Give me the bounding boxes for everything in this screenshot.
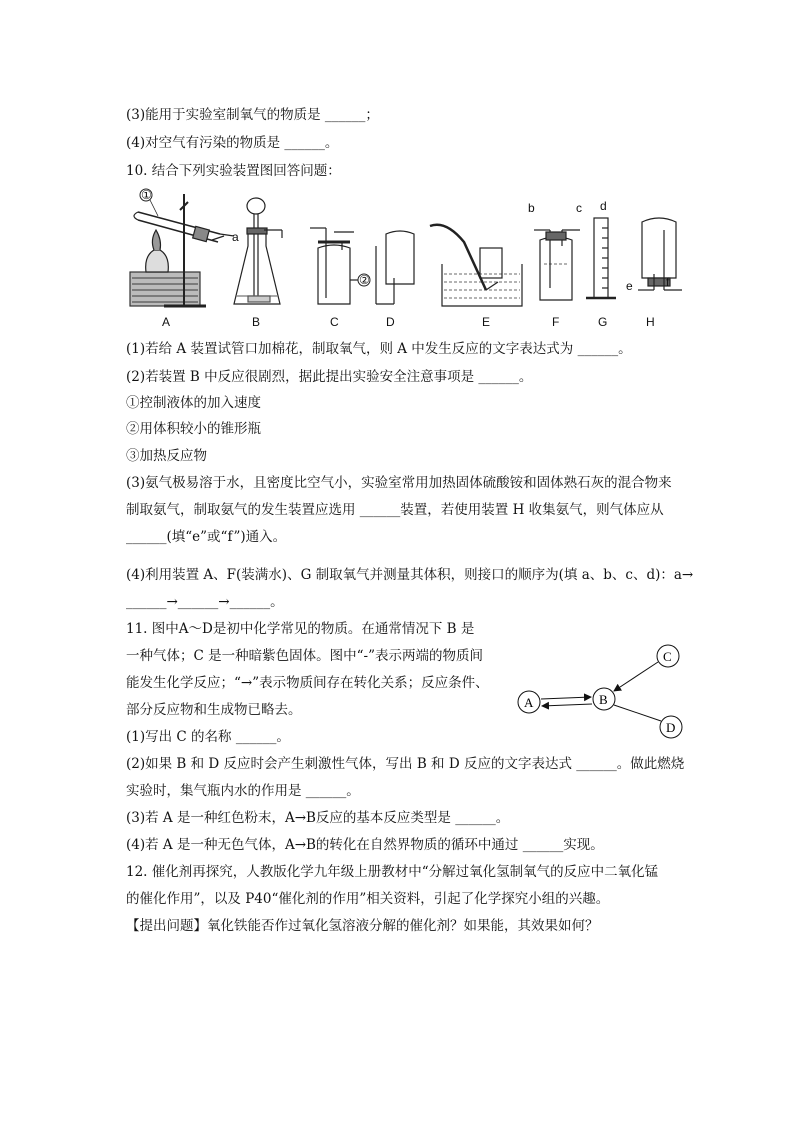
q9-item-4: (4)对空气有污染的物质是 ______。 bbox=[126, 135, 339, 151]
q10-part2: (2)若装置 B 中反应很剧烈，据此提出实验安全注意事项是 ______。 bbox=[126, 369, 533, 385]
node-d-label: D bbox=[666, 720, 676, 735]
q10-part4-line2: ______→______→______。 bbox=[126, 594, 284, 610]
node-c-label: C bbox=[663, 649, 672, 664]
mark-c: c bbox=[576, 201, 582, 215]
label-c: C bbox=[330, 315, 339, 329]
arrow-b-to-a bbox=[542, 704, 592, 706]
q10-part4-line1: (4)利用装置 A、F(装满水)、G 制取氧气并测量其体积，则接口的顺序为(填 a、b、c、d)：a→ bbox=[126, 567, 694, 583]
arrow-a-to-b bbox=[541, 697, 591, 699]
q11-part2-line2: 实验时，集气瓶内水的作用是 ______。 bbox=[126, 783, 360, 799]
q11-stem-line2: 一种气体；C 是一种暗紫色固体。图中“-”表示两端的物质间 bbox=[126, 648, 483, 664]
q12-line1: 12. 催化剂再探究，人教版化学九年级上册教材中“分解过氧化氢制氧气的反应中二氧化锰 bbox=[126, 864, 659, 880]
apparatus-e bbox=[430, 225, 522, 306]
q11-part3: (3)若 A 是一种红色粉末，A→B反应的基本反应类型是 ______。 bbox=[126, 810, 510, 826]
apparatus-f bbox=[528, 201, 582, 300]
q10-option2: ②用体积较小的锥形瓶 bbox=[126, 421, 261, 437]
label-f: F bbox=[552, 315, 560, 329]
apparatus-a bbox=[130, 188, 239, 306]
apparatus-h bbox=[626, 218, 682, 293]
q12-line3: 【提出问题】氧化铁能否作过氧化氢溶液分解的催化剂？如果能，其效果如何？ bbox=[126, 918, 599, 934]
q10-title: 10. 结合下列实验装置图回答问题： bbox=[126, 163, 341, 179]
mark-f: f bbox=[666, 275, 670, 289]
q9-item-3: (3)能用于实验室制氧气的物质是 ______； bbox=[126, 107, 379, 123]
node-a-label: A bbox=[524, 695, 534, 710]
mark-a: a bbox=[232, 230, 239, 244]
mark-circle1: ① bbox=[141, 188, 152, 202]
label-h: H bbox=[646, 315, 655, 329]
apparatus-d bbox=[376, 231, 414, 304]
apparatus-b bbox=[234, 198, 282, 304]
apparatus-c bbox=[310, 228, 370, 304]
mark-b: b bbox=[528, 201, 535, 215]
q11-part4: (4)若 A 是一种无色气体，A→B的转化在自然界物质的循环中通过 ______实现。 bbox=[126, 837, 604, 853]
label-a: A bbox=[162, 315, 171, 329]
q10-part3-line1: (3)氨气极易溶于水，且密度比空气小，实验室常用加热固体硫酸铵和固体熟石灰的混合物来 bbox=[126, 475, 672, 491]
label-g: G bbox=[598, 315, 608, 329]
q11-stem-line4: 部分反应物和生成物已略去。 bbox=[126, 702, 302, 718]
q10-part3-line3: ______(填“e”或“f”)通入。 bbox=[126, 529, 287, 545]
link-b-d bbox=[614, 705, 661, 721]
mark-e: e bbox=[626, 279, 633, 293]
apparatus-g bbox=[586, 199, 616, 298]
q11-part2-line1: (2)如果 B 和 D 反应时会产生刺激性气体，写出 B 和 D 反应的文字表达式 ______。做此燃烧 bbox=[126, 756, 685, 772]
mark-d: d bbox=[600, 199, 607, 213]
q10-part1: (1)若给 A 装置试管口加棉花，制取氧气，则 A 中发生反应的文字表达式为 ______。 bbox=[126, 341, 632, 357]
relation-diagram bbox=[510, 640, 690, 740]
node-b-label: B bbox=[599, 692, 608, 707]
q11-part1: (1)写出 C 的名称 ______。 bbox=[126, 729, 290, 745]
q10-option1: ①控制液体的加入速度 bbox=[126, 395, 261, 411]
label-d: D bbox=[386, 315, 395, 329]
label-e: E bbox=[482, 315, 491, 329]
apparatus-figure bbox=[124, 186, 694, 334]
mark-circle2: ② bbox=[359, 273, 370, 287]
arrow-c-to-b bbox=[614, 662, 658, 691]
q10-part3-line2: 制取氨气，制取氨气的发生装置应选用 ______装置，若使用装置 H 收集氨气，则气体应从 bbox=[126, 502, 664, 518]
q12-line2: 的催化作用”，以及 P40“催化剂的作用”相关资料，引起了化学探究小组的兴趣。 bbox=[126, 891, 610, 907]
q11-stem-line3: 能发生化学反应；“→”表示物质间存在转化关系；反应条件、 bbox=[126, 675, 489, 691]
q11-stem-line1: 11. 图中A～D是初中化学常见的物质。在通常情况下 B 是 bbox=[126, 621, 475, 637]
label-b: B bbox=[252, 315, 261, 329]
q10-option3: ③加热反应物 bbox=[126, 448, 207, 464]
